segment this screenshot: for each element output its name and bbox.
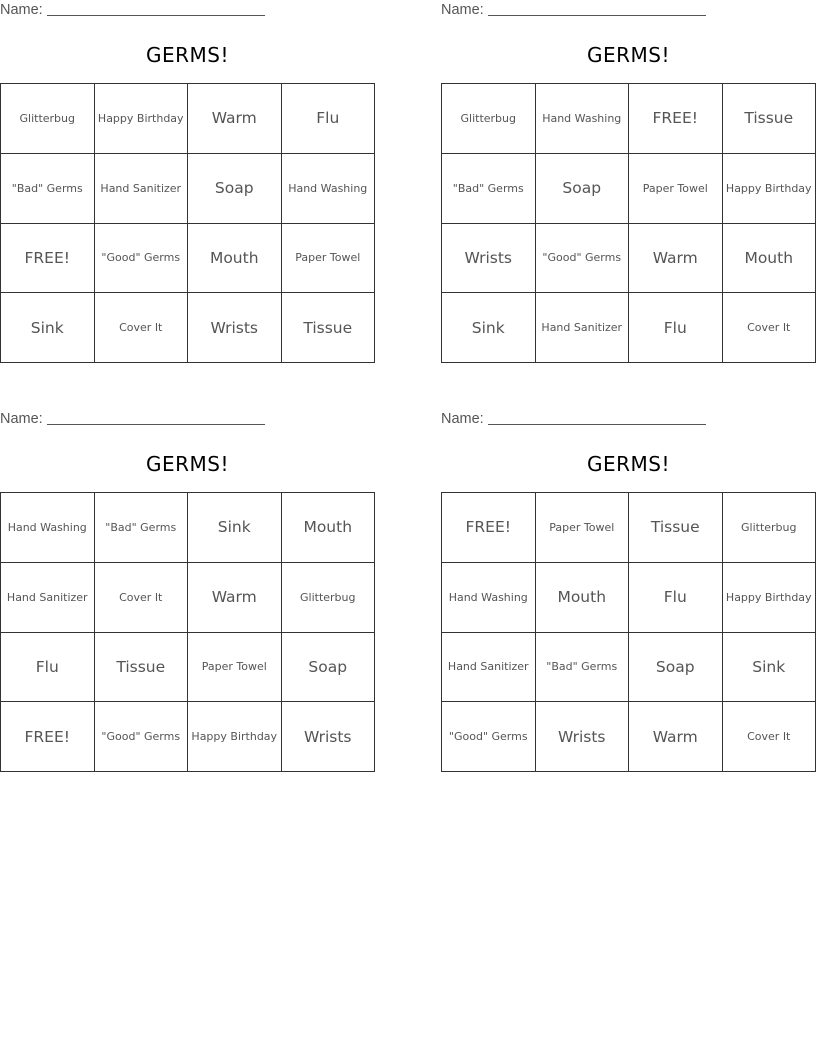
bingo-cell[interactable]: Glitterbug bbox=[1, 84, 95, 154]
bingo-cell[interactable]: FREE! bbox=[1, 702, 95, 772]
name-label: Name: bbox=[0, 411, 43, 427]
bingo-cell[interactable]: Wrists bbox=[536, 702, 630, 772]
name-field[interactable] bbox=[441, 2, 706, 20]
bingo-cell[interactable]: Sink bbox=[1, 293, 95, 363]
bingo-cell[interactable]: FREE! bbox=[1, 224, 95, 294]
bingo-grid bbox=[0, 83, 375, 363]
bingo-cell[interactable]: Glitterbug bbox=[442, 84, 536, 154]
bingo-cell[interactable]: Paper Towel bbox=[282, 224, 376, 294]
bingo-cell[interactable]: Warm bbox=[629, 224, 723, 294]
bingo-cell[interactable]: Flu bbox=[629, 563, 723, 633]
name-blank-line[interactable] bbox=[488, 423, 706, 425]
bingo-cell[interactable]: Mouth bbox=[282, 493, 376, 563]
bingo-card-3 bbox=[0, 409, 375, 774]
name-label: Name: bbox=[441, 2, 484, 18]
bingo-cell[interactable]: Happy Birthday bbox=[95, 84, 189, 154]
bingo-cell[interactable]: Soap bbox=[188, 154, 282, 224]
bingo-cell[interactable]: Wrists bbox=[282, 702, 376, 772]
bingo-cell[interactable]: Happy Birthday bbox=[188, 702, 282, 772]
bingo-cell[interactable]: Warm bbox=[188, 84, 282, 154]
bingo-cell[interactable]: "Good" Germs bbox=[95, 224, 189, 294]
bingo-cell[interactable]: Cover It bbox=[95, 563, 189, 633]
bingo-cell[interactable]: Mouth bbox=[723, 224, 816, 294]
bingo-cell[interactable]: Hand Sanitizer bbox=[442, 633, 536, 703]
bingo-cell[interactable]: Soap bbox=[629, 633, 723, 703]
name-blank-line[interactable] bbox=[47, 14, 265, 16]
bingo-cell[interactable]: Mouth bbox=[188, 224, 282, 294]
bingo-cell[interactable]: Tissue bbox=[282, 293, 376, 363]
bingo-card-2 bbox=[441, 0, 816, 365]
bingo-cell[interactable]: Cover It bbox=[723, 702, 816, 772]
bingo-cell[interactable]: Tissue bbox=[723, 84, 816, 154]
card-title: GERMS! bbox=[146, 43, 229, 67]
bingo-cell[interactable]: "Good" Germs bbox=[442, 702, 536, 772]
bingo-cell[interactable]: Flu bbox=[282, 84, 376, 154]
name-field[interactable] bbox=[0, 2, 265, 20]
bingo-cell[interactable]: "Good" Germs bbox=[95, 702, 189, 772]
name-blank-line[interactable] bbox=[488, 14, 706, 16]
bingo-cell[interactable]: Mouth bbox=[536, 563, 630, 633]
bingo-cell[interactable]: FREE! bbox=[442, 493, 536, 563]
bingo-cell[interactable]: Hand Sanitizer bbox=[536, 293, 630, 363]
bingo-cell[interactable]: Tissue bbox=[95, 633, 189, 703]
bingo-cell[interactable]: Paper Towel bbox=[629, 154, 723, 224]
bingo-cell[interactable]: Soap bbox=[282, 633, 376, 703]
bingo-cell[interactable]: Warm bbox=[629, 702, 723, 772]
bingo-cell[interactable]: Hand Washing bbox=[442, 563, 536, 633]
bingo-cell[interactable]: Hand Sanitizer bbox=[1, 563, 95, 633]
name-label: Name: bbox=[441, 411, 484, 427]
name-field[interactable] bbox=[441, 411, 706, 429]
bingo-cell[interactable]: Hand Washing bbox=[1, 493, 95, 563]
bingo-grid bbox=[441, 83, 816, 363]
bingo-cell[interactable]: Paper Towel bbox=[188, 633, 282, 703]
name-label: Name: bbox=[0, 2, 43, 18]
bingo-cell[interactable]: Paper Towel bbox=[536, 493, 630, 563]
name-blank-line[interactable] bbox=[47, 423, 265, 425]
bingo-cell[interactable]: Flu bbox=[1, 633, 95, 703]
bingo-grid bbox=[441, 492, 816, 772]
bingo-cell[interactable]: Flu bbox=[629, 293, 723, 363]
bingo-cell[interactable]: Warm bbox=[188, 563, 282, 633]
bingo-cell[interactable]: Happy Birthday bbox=[723, 154, 816, 224]
bingo-cell[interactable]: "Bad" Germs bbox=[95, 493, 189, 563]
bingo-cell[interactable]: "Good" Germs bbox=[536, 224, 630, 294]
bingo-cell[interactable]: "Bad" Germs bbox=[1, 154, 95, 224]
bingo-cell[interactable]: Wrists bbox=[188, 293, 282, 363]
card-title: GERMS! bbox=[146, 452, 229, 476]
bingo-card-1 bbox=[0, 0, 375, 365]
bingo-cell[interactable]: Tissue bbox=[629, 493, 723, 563]
bingo-cell[interactable]: Happy Birthday bbox=[723, 563, 816, 633]
bingo-cell[interactable]: Sink bbox=[442, 293, 536, 363]
bingo-cell[interactable]: Soap bbox=[536, 154, 630, 224]
bingo-grid bbox=[0, 492, 375, 772]
bingo-cell[interactable]: Cover It bbox=[95, 293, 189, 363]
card-title: GERMS! bbox=[587, 452, 670, 476]
bingo-cell[interactable]: Hand Sanitizer bbox=[95, 154, 189, 224]
bingo-cell[interactable]: Cover It bbox=[723, 293, 816, 363]
card-title: GERMS! bbox=[587, 43, 670, 67]
bingo-card-4 bbox=[441, 409, 816, 774]
bingo-cell[interactable]: Wrists bbox=[442, 224, 536, 294]
bingo-cell[interactable]: Hand Washing bbox=[282, 154, 376, 224]
bingo-cell[interactable]: Hand Washing bbox=[536, 84, 630, 154]
name-field[interactable] bbox=[0, 411, 265, 429]
bingo-cell[interactable]: Glitterbug bbox=[282, 563, 376, 633]
bingo-cell[interactable]: Sink bbox=[723, 633, 816, 703]
bingo-cell[interactable]: "Bad" Germs bbox=[536, 633, 630, 703]
bingo-cell[interactable]: "Bad" Germs bbox=[442, 154, 536, 224]
bingo-cell[interactable]: FREE! bbox=[629, 84, 723, 154]
bingo-cell[interactable]: Sink bbox=[188, 493, 282, 563]
bingo-cell[interactable]: Glitterbug bbox=[723, 493, 816, 563]
